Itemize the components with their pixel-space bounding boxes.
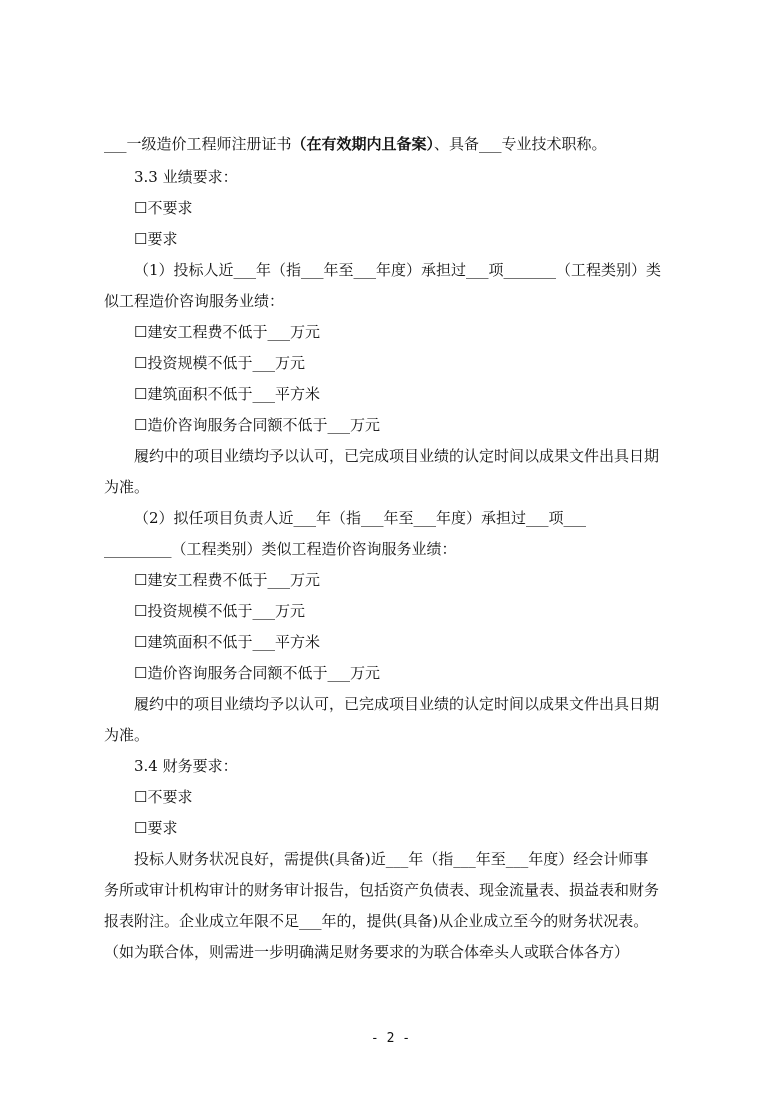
manager-perf-line-1: （2）拟任项目负责人近___年（指___年至___年度）承担过___项___ bbox=[134, 509, 587, 527]
perf-option-required: ☐要求 bbox=[134, 230, 178, 248]
bidder-note-line-2: 为准。 bbox=[104, 478, 150, 496]
finance-para-line-2: 务所或审计机构审计的财务审计报告，包括资产负债表、现金流量表、损益表和财务 bbox=[104, 881, 660, 899]
cert-requirement-line bbox=[104, 134, 607, 154]
bidder-criteria-construction-cost: ☐建安工程费不低于___万元 bbox=[134, 323, 320, 341]
cert-bold-note: （在有效期内且备案） bbox=[291, 135, 435, 153]
finance-para-line-4: （如为联合体，则需进一步明确满足财务要求的为联合体牵头人或联合体各方） bbox=[104, 943, 630, 961]
bidder-perf-line-1: （1）投标人近___年（指___年至___年度）承担过___项_______（工程类别）类 bbox=[134, 261, 662, 279]
section-3-4-heading: 3.4 财务要求： bbox=[134, 757, 238, 775]
section-3-3-heading: 3.3 业绩要求： bbox=[134, 168, 238, 186]
cert-title-text: 、具备___专业技术职称。 bbox=[434, 135, 607, 153]
manager-criteria-construction-cost: ☐建安工程费不低于___万元 bbox=[134, 571, 320, 589]
manager-note-line-2: 为准。 bbox=[104, 726, 150, 744]
bidder-criteria-floor-area: ☐建筑面积不低于___平方米 bbox=[134, 385, 320, 403]
page-number: - 2 - bbox=[370, 1031, 411, 1046]
finance-para-line-1: 投标人财务状况良好，需提供(具备)近___年（指___年至___年度）经会计师事 bbox=[134, 850, 649, 868]
manager-criteria-floor-area: ☐建筑面积不低于___平方米 bbox=[134, 633, 320, 651]
bidder-note-line-1: 履约中的项目业绩均予以认可，已完成项目业绩的认定时间以成果文件出具日期 bbox=[134, 447, 660, 465]
finance-option-not-required: ☐不要求 bbox=[134, 788, 193, 806]
bidder-criteria-contract-amount: ☐造价咨询服务合同额不低于___万元 bbox=[134, 416, 380, 434]
bidder-perf-line-2: 似工程造价咨询服务业绩： bbox=[104, 292, 285, 310]
manager-note-line-1: 履约中的项目业绩均予以认可，已完成项目业绩的认定时间以成果文件出具日期 bbox=[134, 695, 660, 713]
finance-para-line-3: 报表附注。企业成立年限不足___年的，提供(具备)从企业成立至今的财务状况表。 bbox=[104, 912, 649, 930]
perf-option-not-required: ☐不要求 bbox=[134, 199, 193, 217]
cert-text: ___一级造价工程师注册证书 bbox=[104, 135, 292, 153]
manager-perf-line-2: _________（工程类别）类似工程造价咨询服务业绩： bbox=[104, 540, 457, 558]
manager-criteria-contract-amount: ☐造价咨询服务合同额不低于___万元 bbox=[134, 664, 380, 682]
manager-criteria-investment: ☐投资规模不低于___万元 bbox=[134, 602, 305, 620]
bidder-criteria-investment: ☐投资规模不低于___万元 bbox=[134, 354, 305, 372]
finance-option-required: ☐要求 bbox=[134, 819, 178, 837]
